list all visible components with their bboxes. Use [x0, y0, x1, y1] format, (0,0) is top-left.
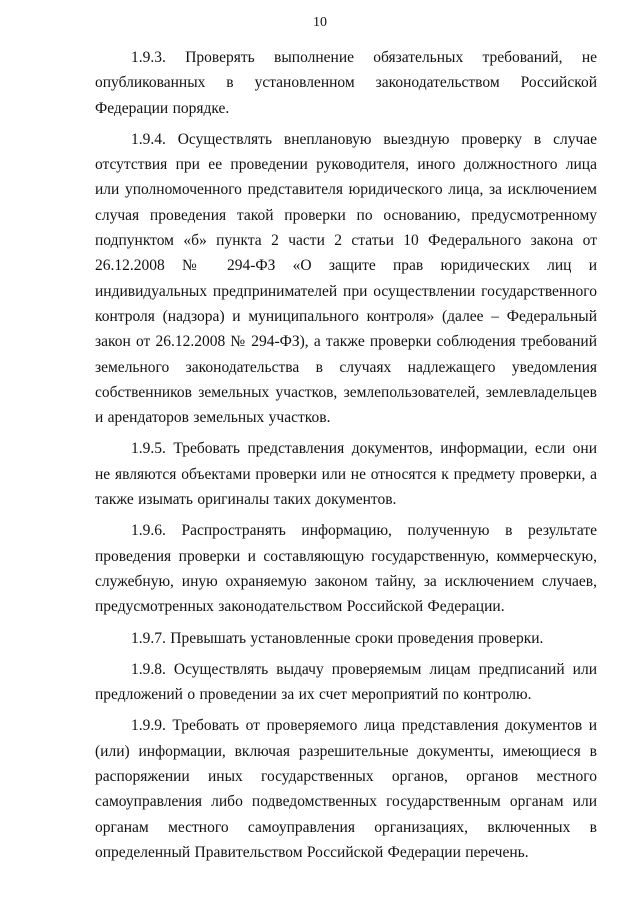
paragraph-1-9-5: 1.9.5. Требовать представления документов, информации, если они не являются объектами проверки или не относятся к предмету проверки, а также изымать оригиналы таких документов. [95, 440, 597, 509]
paragraph-1-9-9: 1.9.9. Требовать от проверяемого лица представления документов и (или) информации, включая разрешительные документы, имеющиеся в распоряжении иных государственных органов, органов местного самоуправления либо подведомственных государственным органам или органам местного самоуправления организациях, включенных в определенный Правительством Российской Федерации перечень. [95, 717, 597, 861]
paragraph-1-9-4: 1.9.4. Осуществлять внеплановую выездную проверку в случае отсутствия при ее проведении руководителя, иного должностного лица или уполномоченного представителя юридического лица, за исключением случая проведения такой проверки по основанию, предусмотренному подпунктом «б» пункта 2 части 2 статьи 10 Федерального закона от 26.12.2008 № 294-ФЗ «О защите прав юридических лиц и индивидуальных предпринимателей при осуществлении государственного контроля (надзора) и муниципального контроля» (далее – Федеральный закон от 26.12.2008 № 294-ФЗ), а также проверки соблюдения требований земельного законодательства в случаях надлежащего уведомления собственников земельных участков, землепользователей, землевладельцев и арендаторов земельных участков. [95, 130, 597, 427]
document-body [95, 45, 597, 871]
paragraph-1-9-6: 1.9.6. Распространять информацию, полученную в результате проведения проверки и составляющую государственную, коммерческую, служебную, иную охраняемую законом тайну, за исключением случаев, предусмотренных законодательством Российской Федерации. [95, 522, 597, 616]
paragraph-1-9-3: 1.9.3. Проверять выполнение обязательных требований, не опубликованных в установленном законодательством Российской Федерации порядке. [95, 49, 597, 117]
page-number: 10 [313, 15, 327, 30]
paragraph-1-9-8: 1.9.8. Осуществлять выдачу проверяемым лицам предписаний или предложений о проведении за их счет мероприятий по контролю. [95, 660, 597, 704]
paragraph-1-9-7: 1.9.7. Превышать установленные сроки проведения проверки. [131, 629, 544, 647]
